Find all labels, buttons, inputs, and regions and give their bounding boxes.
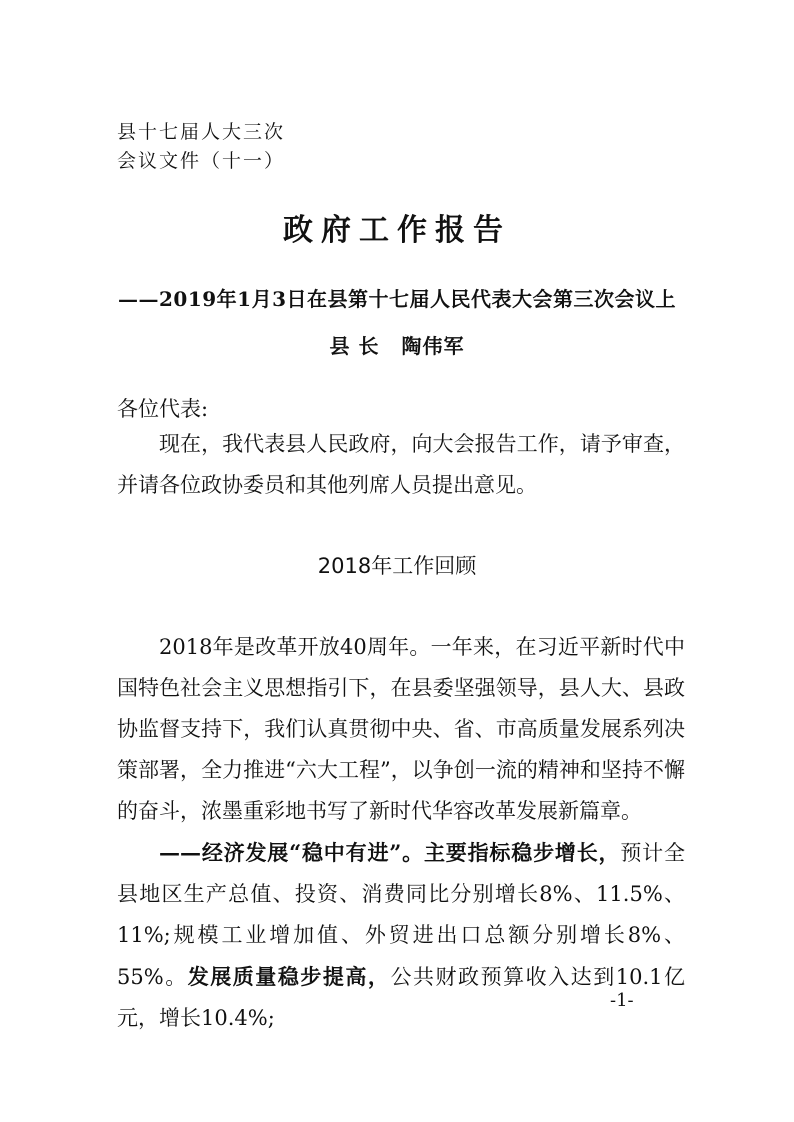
economy-text: 预计全县地区生产总值、投资、消费同比分别增长8%、11.5%、11%;规模工业增加值、外贸进出口总额分别增长8%、55%。 — [117, 841, 685, 989]
quality-text: 公共财政预算收入达到10.1亿元，增长10.4%; — [117, 965, 685, 1030]
section-heading: 2018年工作回顾 — [317, 554, 477, 578]
report-title: 政府工作报告 — [283, 213, 511, 248]
economy-lead-bold: ——经济发展“稳中有进”。主要指标稳步增长， — [159, 840, 621, 865]
author-role: 县 长 — [329, 334, 380, 358]
intro-paragraph: 现在，我代表县人民政府，向大会报告工作，请予审查，并请各位政协委员和其他列席人员提出意见。 — [117, 432, 685, 497]
quality-lead-bold: 发展质量稳步提高， — [187, 964, 391, 989]
report-author — [0, 330, 794, 359]
document-label-line1: 县十七届人大三次 — [117, 121, 286, 143]
document-label-line2: 会议文件（十一） — [117, 150, 286, 172]
page-number: -1- — [610, 990, 634, 1011]
salutation: 各位代表: — [117, 397, 209, 421]
report-subtitle: ——2019年1月3日在县第十七届人民代表大会第三次会议上 — [118, 287, 676, 311]
economy-paragraph — [117, 832, 685, 1039]
author-name: 陶伟军 — [401, 334, 465, 358]
review-paragraph: 2018年是改革开放40周年。一年来，在习近平新时代中国特色社会主义思想指引下，在县委坚强领导，县人大、县政协监督支持下，我们认真贯彻中央、省、市高质量发展系列决策部署，全力推进“六大工程”，以争创一流的精神和坚持不懈的奋斗，浓墨重彩地书写了新时代华容改革发展新篇章。 — [117, 635, 685, 823]
